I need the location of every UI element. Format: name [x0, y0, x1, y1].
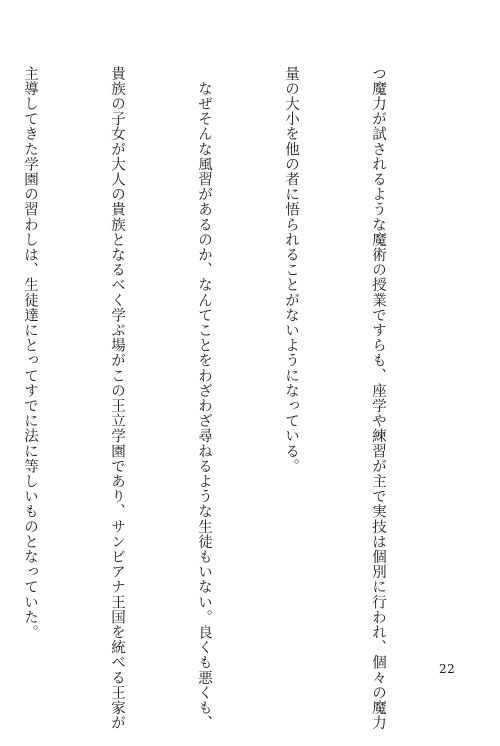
text-line: 貴族の子女が大人の貴族となるべく学ぶ場がこの王立学園であり、サンビアナ王国を統べる王家が: [109, 66, 125, 731]
text-line: つ魔力が試されるような魔術の授業ですらも、座学や練習が主で実技は個別に行われ、個々の魔力: [370, 66, 386, 731]
text-line: 量の大小を他の者に悟られることがないようになっている。: [283, 66, 299, 474]
text-line: なぜそんな風習があるのか、なんてことをわざわざ尋ねるような生徒もいない。良くも悪くも、: [196, 66, 212, 731]
page-number: 22: [439, 662, 456, 676]
text-line: 主導してきた学園の習わしは、生徒達にとってすでに法に等しいものとなっていた。: [22, 66, 38, 640]
